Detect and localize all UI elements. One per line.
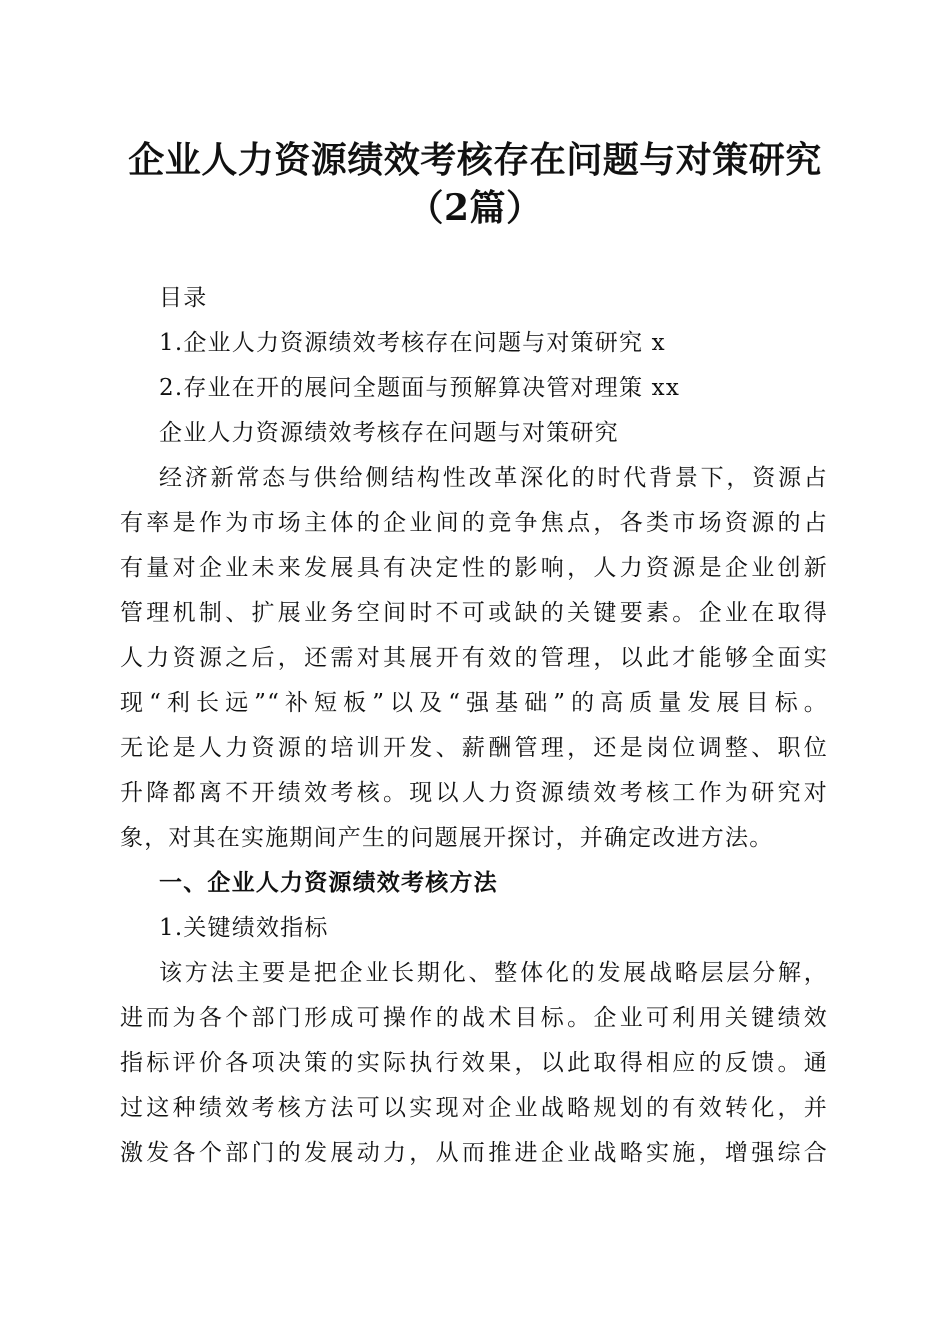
paragraph-line: 象，对其在实施期间产生的问题展开探讨，并确定改进方法。 [120, 825, 774, 851]
toc-item-2: 2.存业在开的展问全题面与预解算决管对理策 xx [159, 375, 680, 401]
paragraph-line: 进而为各个部门形成可操作的战术目标。企业可利用关键绩效 [120, 1005, 828, 1031]
paragraph-line: 激发各个部门的发展动力，从而推进企业战略实施，增强综合 [120, 1140, 828, 1166]
paragraph-line: 无论是人力资源的培训开发、薪酬管理，还是岗位调整、职位 [120, 735, 828, 761]
paragraph-line: 升降都离不开绩效考核。现以人力资源绩效考核工作为研究对 [120, 780, 828, 806]
article-title: 企业人力资源绩效考核存在问题与对策研究 [159, 420, 619, 446]
paragraph-line: 现“利长远”“补短板”以及“强基础”的高质量发展目标。 [120, 690, 828, 716]
paragraph-line: 管理机制、扩展业务空间时不可或缺的关键要素。企业在取得 [120, 600, 828, 626]
title-line-2: （2篇） [407, 187, 543, 229]
paragraph-line: 该方法主要是把企业长期化、整体化的发展战略层层分解， [159, 960, 828, 986]
paragraph-1 [120, 456, 828, 861]
subsection-heading-1: 1.关键绩效指标 [159, 915, 329, 941]
title-line-1: 企业人力资源绩效考核存在问题与对策研究 [128, 139, 822, 181]
paragraph-line: 有率是作为市场主体的企业间的竞争焦点，各类市场资源的占 [120, 510, 828, 536]
paragraph-line: 有量对企业未来发展具有决定性的影响，人力资源是企业创新 [120, 555, 828, 581]
paragraph-line: 人力资源之后，还需对其展开有效的管理，以此才能够全面实 [120, 645, 828, 671]
document-body [120, 276, 828, 1176]
paragraph-line: 经济新常态与供给侧结构性改革深化的时代背景下，资源占 [159, 465, 828, 491]
document-title [0, 136, 950, 232]
section-heading-1: 一、企业人力资源绩效考核方法 [159, 870, 498, 896]
paragraph-line: 过这种绩效考核方法可以实现对企业战略规划的有效转化，并 [120, 1095, 828, 1121]
paragraph-2 [120, 951, 828, 1176]
paragraph-line: 指标评价各项决策的实际执行效果，以此取得相应的反馈。通 [120, 1050, 828, 1076]
toc-label: 目录 [159, 285, 208, 311]
toc-item-1: 1.企业人力资源绩效考核存在问题与对策研究 x [159, 330, 666, 356]
